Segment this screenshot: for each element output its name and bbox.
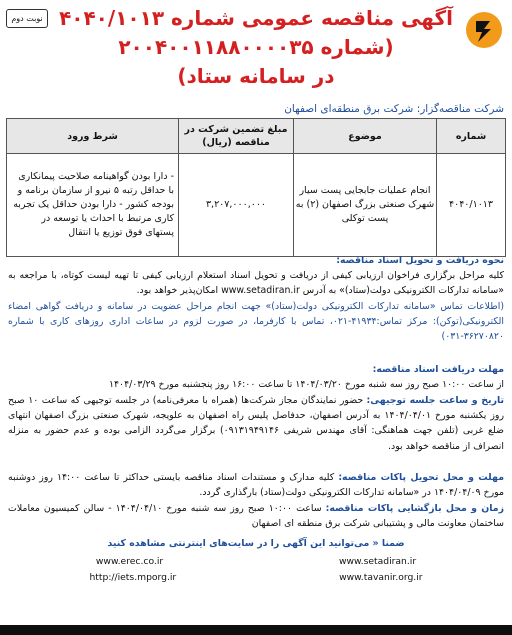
meeting-heading: تاریخ و ساعت جلسه توجیهی: — [366, 395, 505, 406]
footer-note: ضمنا « می‌توانید این آگهی را در سایت‌های اینترنتی مشاهده کنید — [107, 538, 405, 549]
meeting-section — [8, 393, 504, 454]
cell-number: ۴۰۴۰/۱۰۱۳ — [437, 154, 506, 257]
header-amount: مبلغ تضمین شرکت در مناقصه (ریال) — [179, 119, 294, 154]
header-subject: موضوع — [294, 119, 437, 154]
header-conditions: شرط ورود — [7, 119, 179, 154]
notice-title — [52, 4, 460, 91]
submit-heading: مهلت و محل تحویل پاکات مناقصه: — [338, 472, 504, 483]
docs-contact: (اطلاعات تماس «سامانه تدارکات الکترونیکی دولت(ستاد)» جهت انجام مراحل عضویت در سامانه و دریافت گواهی امضاء الکترونیکی(توکن): مرکز تماس:۴۱۹۳۴-۰۲۱، تماس با کارفرما، در صورت لزوم در ساعات اداری روزهای کاری با شماره ۳۶۲۷۰۸۲۰-۰۳۱) — [8, 300, 504, 343]
deadline-section — [8, 362, 504, 392]
tender-table — [6, 118, 506, 257]
title-line-1: آگهی مناقصه عمومی شماره ۴۰۴۰/۱۰۱۳ — [59, 6, 453, 30]
url-setadiran[interactable]: www.setadiran.ir — [338, 556, 417, 567]
website-links — [8, 554, 504, 586]
submit-section — [8, 470, 504, 500]
submit-text: کلیه مدارک و مستندات اسناد مناقصه بایستی حداکثر تا ساعت ۱۴:۰۰ روز دوشنبه مورخ ۱۴۰۴/۰۴/۰۹ در «سامانه تدارکات الکترونیکی دولت(ستاد) بارگذاری گردد. — [8, 472, 504, 499]
title-line-3: در سامانه ستاد) — [177, 64, 335, 88]
tavanir-logo-icon — [464, 8, 504, 52]
deadline-heading: مهلت دریافت اسناد مناقصه: — [372, 364, 504, 375]
deadline-text: از ساعت ۱۰:۰۰ صبح روز سه شنبه مورخ ۱۴۰۴/۰۳/۲۰ تا ساعت ۱۶:۰۰ روز پنجشنبه مورخ ۱۴۰۴/۰۳/۲۹ — [108, 379, 504, 391]
footer-note-section — [8, 536, 504, 551]
opening-text: ساعت ۱۰:۰۰ صبح روز سه شنبه مورخ ۱۴۰۴/۰۴/۱۰ - سالن کمیسیون معاملات ساختمان معاونت مالی و پشتیبانی شرکت برق منطقه ای اصفهان — [8, 503, 504, 530]
meeting-text: حضور نمایندگان مجاز شرکت‌ها (همراه با معرفی‌نامه) در جلسه توجیهی که ساعت ۱۰ صبح روز یکشنبه مورخ ۱۴۰۴/۰۴/۰۱ به آدرس اصفهان، حدفاصل پلیس راه اصفهان به علویجه، شهرک صنعتی بزرگ اصفهان انتهای ضلع غربی (تلفن جهت هماهنگی: آقای مهندس شریفی ۰۹۱۳۱۹۴۹۱۴۶) برگزار می‌گردد الزامی بوده و عدم حضور به منزله انصراف از مناقصه خواهد بود. — [8, 395, 504, 452]
org-label: شرکت مناقصه‌گزار: — [416, 103, 504, 115]
title-line-2: (شماره ۲۰۰۴۰۰۱۱۸۸۰۰۰۰۳۵ — [118, 35, 394, 59]
tender-organization — [8, 101, 504, 117]
table-header-row — [7, 119, 506, 154]
header-number: شماره — [437, 119, 506, 154]
org-name: شرکت برق منطقه‌ای اصفهان — [284, 103, 414, 115]
round-badge: نوبت دوم — [6, 9, 48, 28]
docs-heading: نحوه دریافت و تحویل اسناد مناقصه: — [336, 255, 504, 266]
opening-section — [8, 501, 504, 531]
docs-section — [8, 253, 504, 344]
url-iets[interactable]: http://iets.mporg.ir — [89, 572, 177, 583]
url-tavanir[interactable]: www.tavanir.org.ir — [339, 572, 423, 583]
docs-text: کلیه مراحل برگزاری فراخوان ارزیابی کیفی از دریافت و تحویل اسناد استعلام ارزیابی کیفی تا تهیه لیست کوتاه، با مراجعه به «سامانه تدارکات الکترونیکی دولت(ستاد)» به آدرس www.setadiran.ir امکان‌پذیر خواهد بود. — [8, 270, 504, 297]
opening-heading: زمان و محل بازگشایی پاکات مناقصه: — [325, 503, 505, 514]
table-row — [7, 154, 506, 257]
header — [0, 0, 512, 100]
bottom-bar — [0, 625, 512, 635]
cell-amount: ۳,۲۰۷,۰۰۰,۰۰۰ — [179, 154, 294, 257]
url-erec[interactable]: www.erec.co.ir — [95, 556, 164, 567]
cell-conditions: - دارا بودن گواهینامه صلاحیت پیمانکاری با حداقل رتبه ۵ نیرو از سازمان برنامه و بودجه کشور - دارا بودن حداقل یک تجربه کاری مرتبط با احداث یا توسعه در پستهای فوق توزیع یا انتقال — [7, 154, 179, 257]
cell-subject: انجام عملیات جابجایی پست سیار شهرک صنعتی بزرگ اصفهان (۲) به پست توکلی — [294, 154, 437, 257]
